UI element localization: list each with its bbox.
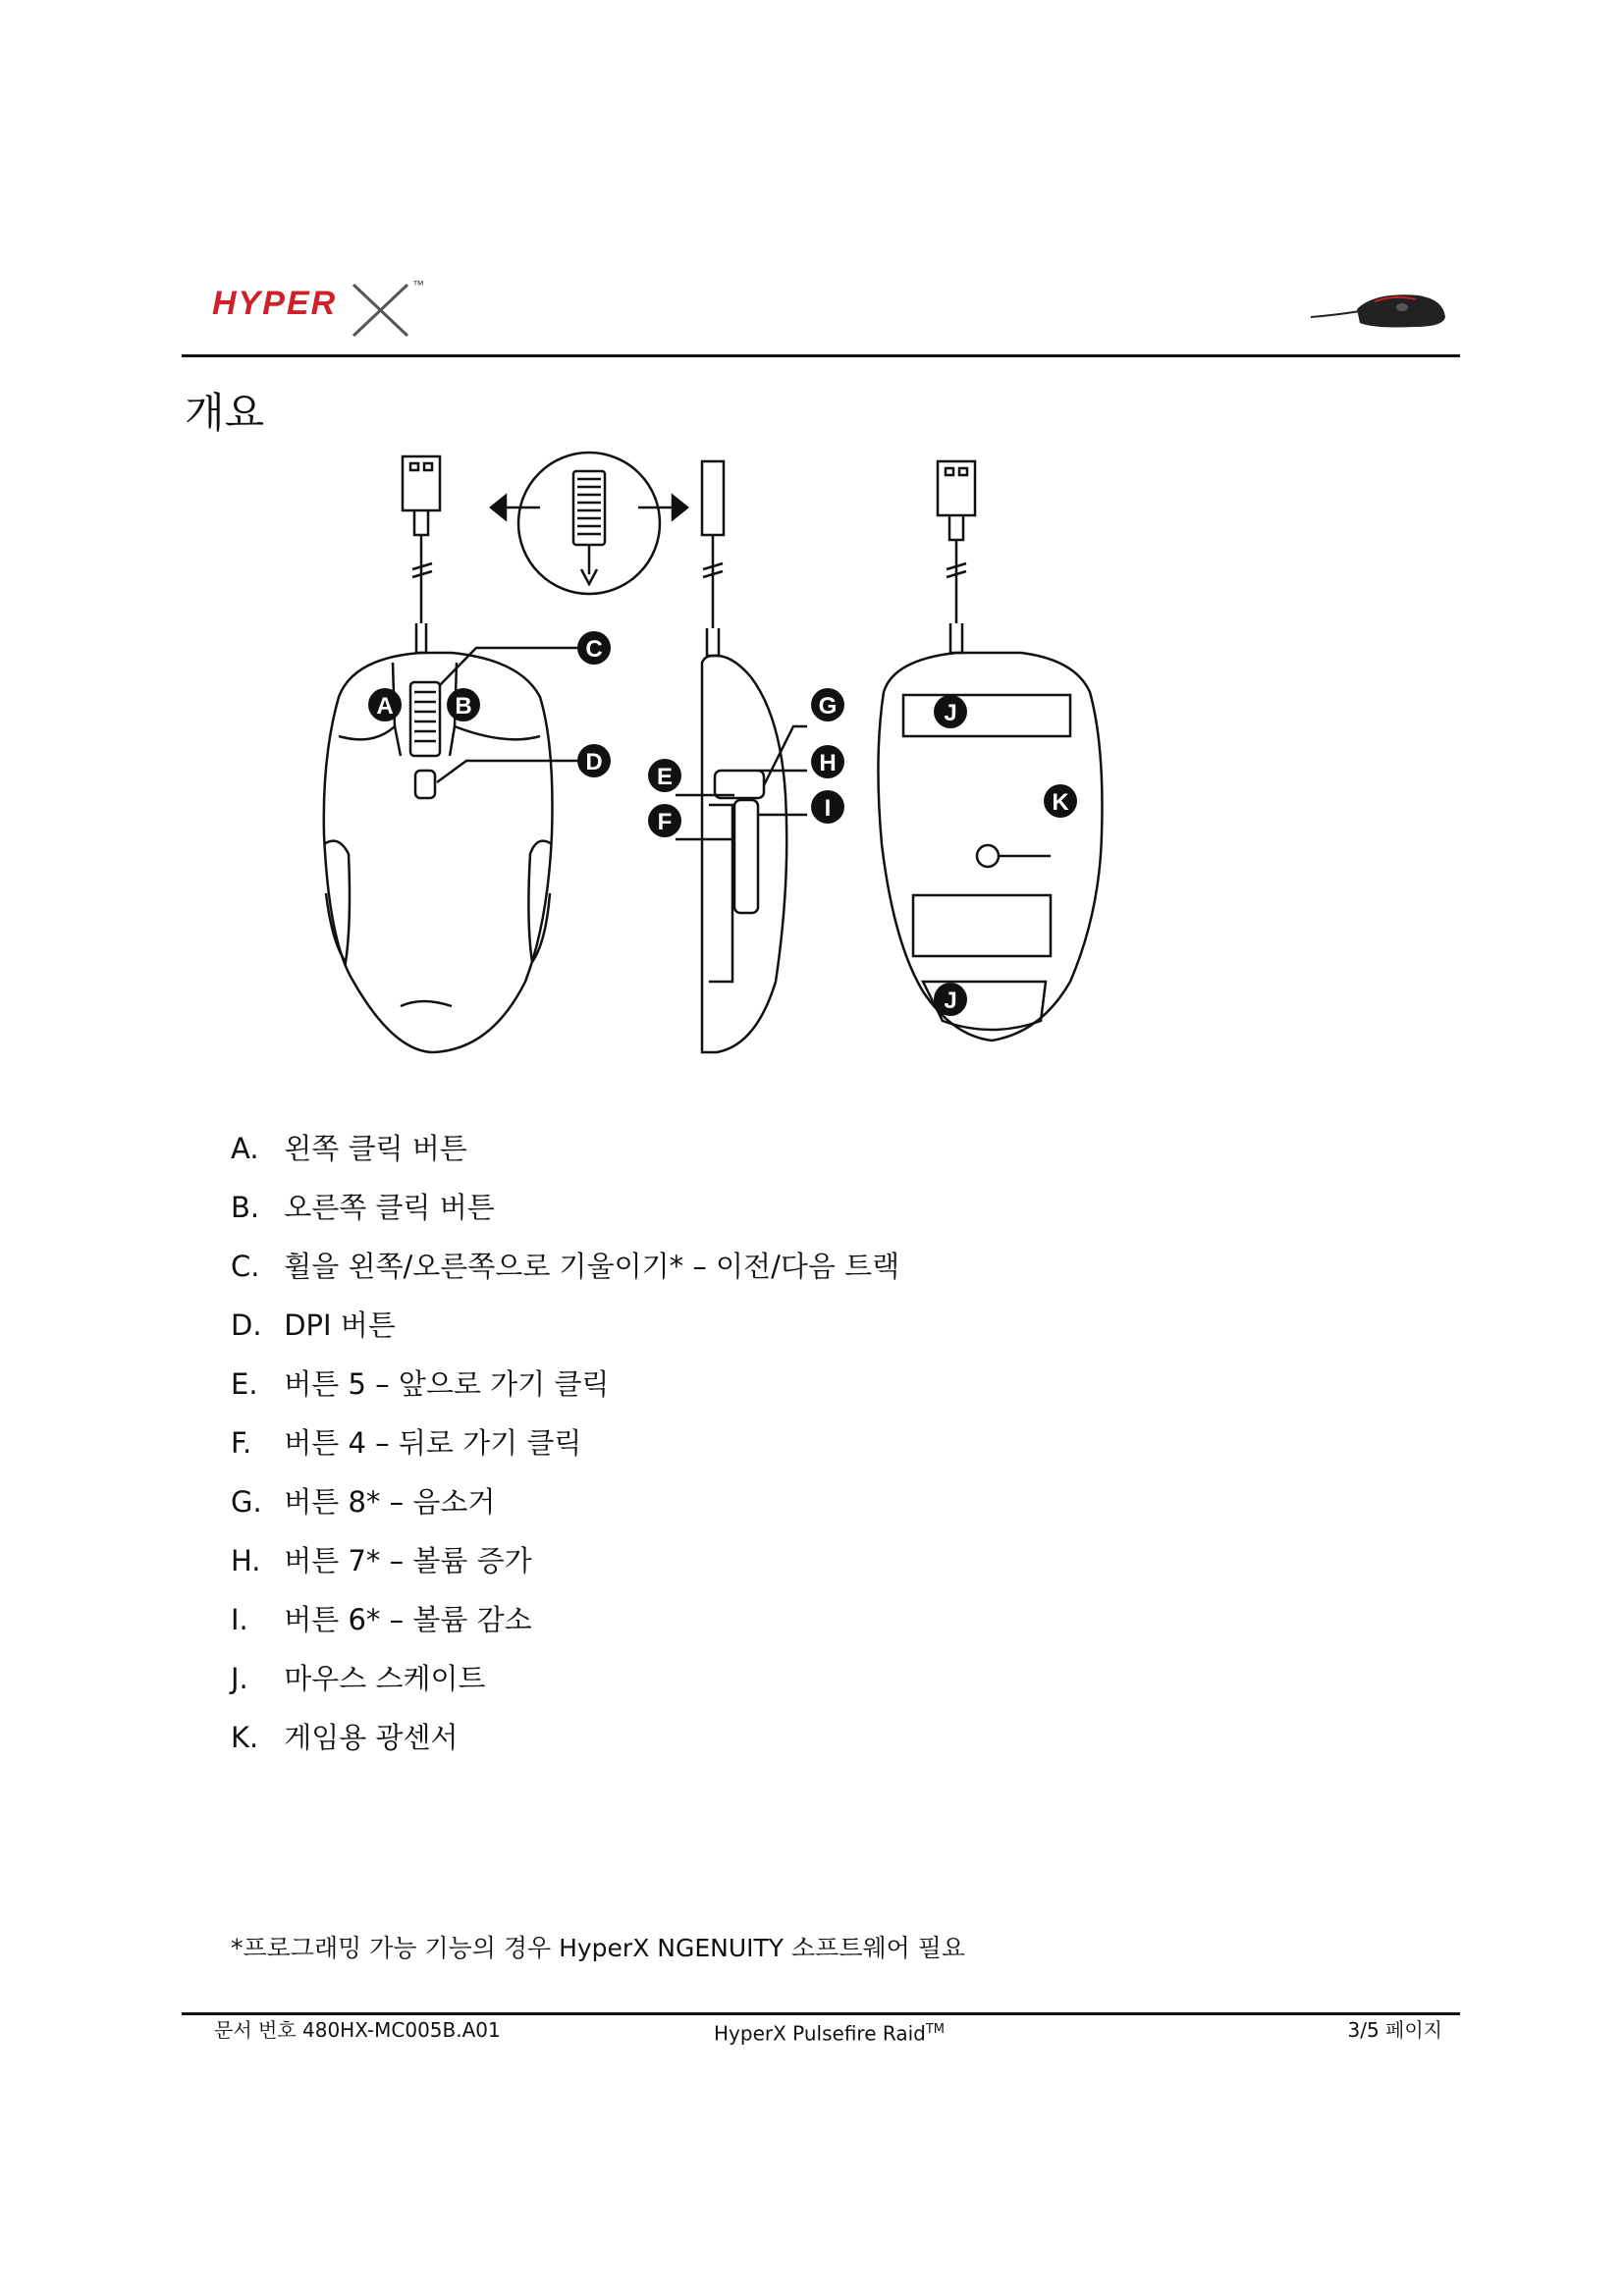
svg-text:A: A <box>376 693 394 720</box>
legend-key: B. <box>231 1191 260 1224</box>
legend-text: 버튼 7* – 볼륨 증가 <box>284 1544 532 1577</box>
legend-key: H. <box>231 1544 261 1577</box>
svg-text:B: B <box>455 693 472 720</box>
svg-text:J: J <box>944 700 957 726</box>
svg-text:E: E <box>656 764 674 790</box>
svg-text:H: H <box>819 750 837 776</box>
footer-doc-number: 문서 번호 480HX-MC005B.A01 <box>214 2018 501 2042</box>
svg-text:J: J <box>944 988 957 1014</box>
legend-text: 버튼 6* – 볼륨 감소 <box>284 1603 532 1636</box>
legend-key: A. <box>231 1132 259 1165</box>
legend-item <box>231 1421 899 1480</box>
legend-item <box>231 1480 899 1539</box>
legend-key: J. <box>231 1662 248 1695</box>
wheel-tilt-zoom <box>518 453 660 594</box>
logo-x-mark <box>353 285 407 336</box>
legend-key: G. <box>231 1485 262 1519</box>
legend-key: F. <box>231 1426 252 1460</box>
svg-text:K: K <box>1052 789 1069 816</box>
skate-top <box>903 695 1070 736</box>
legend-text: 오른쪽 클릭 버튼 <box>284 1191 495 1224</box>
mouse-side-body <box>702 656 786 1052</box>
legend-item <box>231 1127 899 1186</box>
legend-text: DPI 버튼 <box>284 1308 396 1342</box>
tilt-left-arrow <box>491 496 540 519</box>
legend-key: D. <box>231 1308 262 1342</box>
callout-h <box>811 745 844 778</box>
callout-b <box>447 688 480 721</box>
legend-item <box>231 1539 899 1598</box>
legend-text: 휠을 왼쪽/오른쪽으로 기울이기* – 이전/다음 트랙 <box>284 1250 900 1283</box>
legend-item <box>231 1657 899 1716</box>
legend-text: 게임용 광센서 <box>284 1721 459 1754</box>
dpi-button <box>415 771 435 798</box>
software-note: *프로그래밍 가능 기능의 경우 HyperX NGENUITY 소프트웨어 필요 <box>231 1934 966 1962</box>
legend-text: 버튼 8* – 음소거 <box>284 1485 496 1519</box>
header-rule <box>182 354 1460 357</box>
bottom-panel <box>913 895 1051 956</box>
legend-item <box>231 1186 899 1245</box>
legend-key: E. <box>231 1367 258 1401</box>
callout-a <box>368 688 402 721</box>
callout-j-top <box>934 695 967 728</box>
side-view <box>702 461 786 1052</box>
callout-j-bottom <box>934 983 967 1016</box>
legend-text: 버튼 4 – 뒤로 가기 클릭 <box>284 1426 582 1460</box>
legend-key: I. <box>231 1603 248 1636</box>
footer-page-number: 3/5 페이지 <box>1347 2018 1442 2042</box>
footer-product-name: HyperX Pulsefire Raid <box>714 2021 926 2046</box>
svg-text:C: C <box>585 636 603 663</box>
leader-g <box>764 726 807 785</box>
legend-item <box>231 1245 899 1304</box>
leader-d <box>437 761 589 782</box>
legend-item <box>231 1304 899 1362</box>
mouse-top-body <box>324 653 553 1052</box>
legend-item <box>231 1362 899 1421</box>
callout-e <box>648 759 681 792</box>
logo-trademark: ™ <box>412 278 424 292</box>
footer-product <box>714 2015 945 2049</box>
legend-key: K. <box>231 1721 259 1754</box>
tilt-right-arrow <box>638 496 687 519</box>
legend-text: 왼쪽 클릭 버튼 <box>284 1132 467 1165</box>
legend-text: 마우스 스케이트 <box>284 1662 486 1695</box>
hyperx-logo <box>206 267 432 344</box>
usb-plug-top <box>403 456 440 510</box>
top-view <box>324 456 553 1052</box>
svg-text:I: I <box>824 795 832 822</box>
side-buttons <box>734 800 758 913</box>
legend-key: C. <box>231 1250 260 1283</box>
callout-c <box>577 631 611 665</box>
optical-sensor <box>977 845 999 867</box>
legend-item <box>231 1598 899 1657</box>
logo-wordmark: HYPER <box>212 285 338 322</box>
callout-d <box>577 744 611 777</box>
legend-text: 버튼 5 – 앞으로 가기 클릭 <box>284 1367 610 1401</box>
callout-g <box>811 688 844 721</box>
bottom-view <box>878 461 1102 1041</box>
mouse-overview-diagram <box>295 432 1355 1119</box>
footer-product-tm: TM <box>925 2022 946 2037</box>
callout-k <box>1044 784 1077 818</box>
svg-text:G: G <box>818 693 838 720</box>
callout-i <box>811 790 844 824</box>
callout-f <box>648 804 681 837</box>
legend-item <box>231 1716 899 1775</box>
svg-text:D: D <box>585 749 603 775</box>
parts-legend <box>231 1127 899 1775</box>
section-title: 개요 <box>185 389 265 437</box>
mouse-thumbnail-icon <box>1306 280 1453 339</box>
svg-text:F: F <box>657 809 673 835</box>
